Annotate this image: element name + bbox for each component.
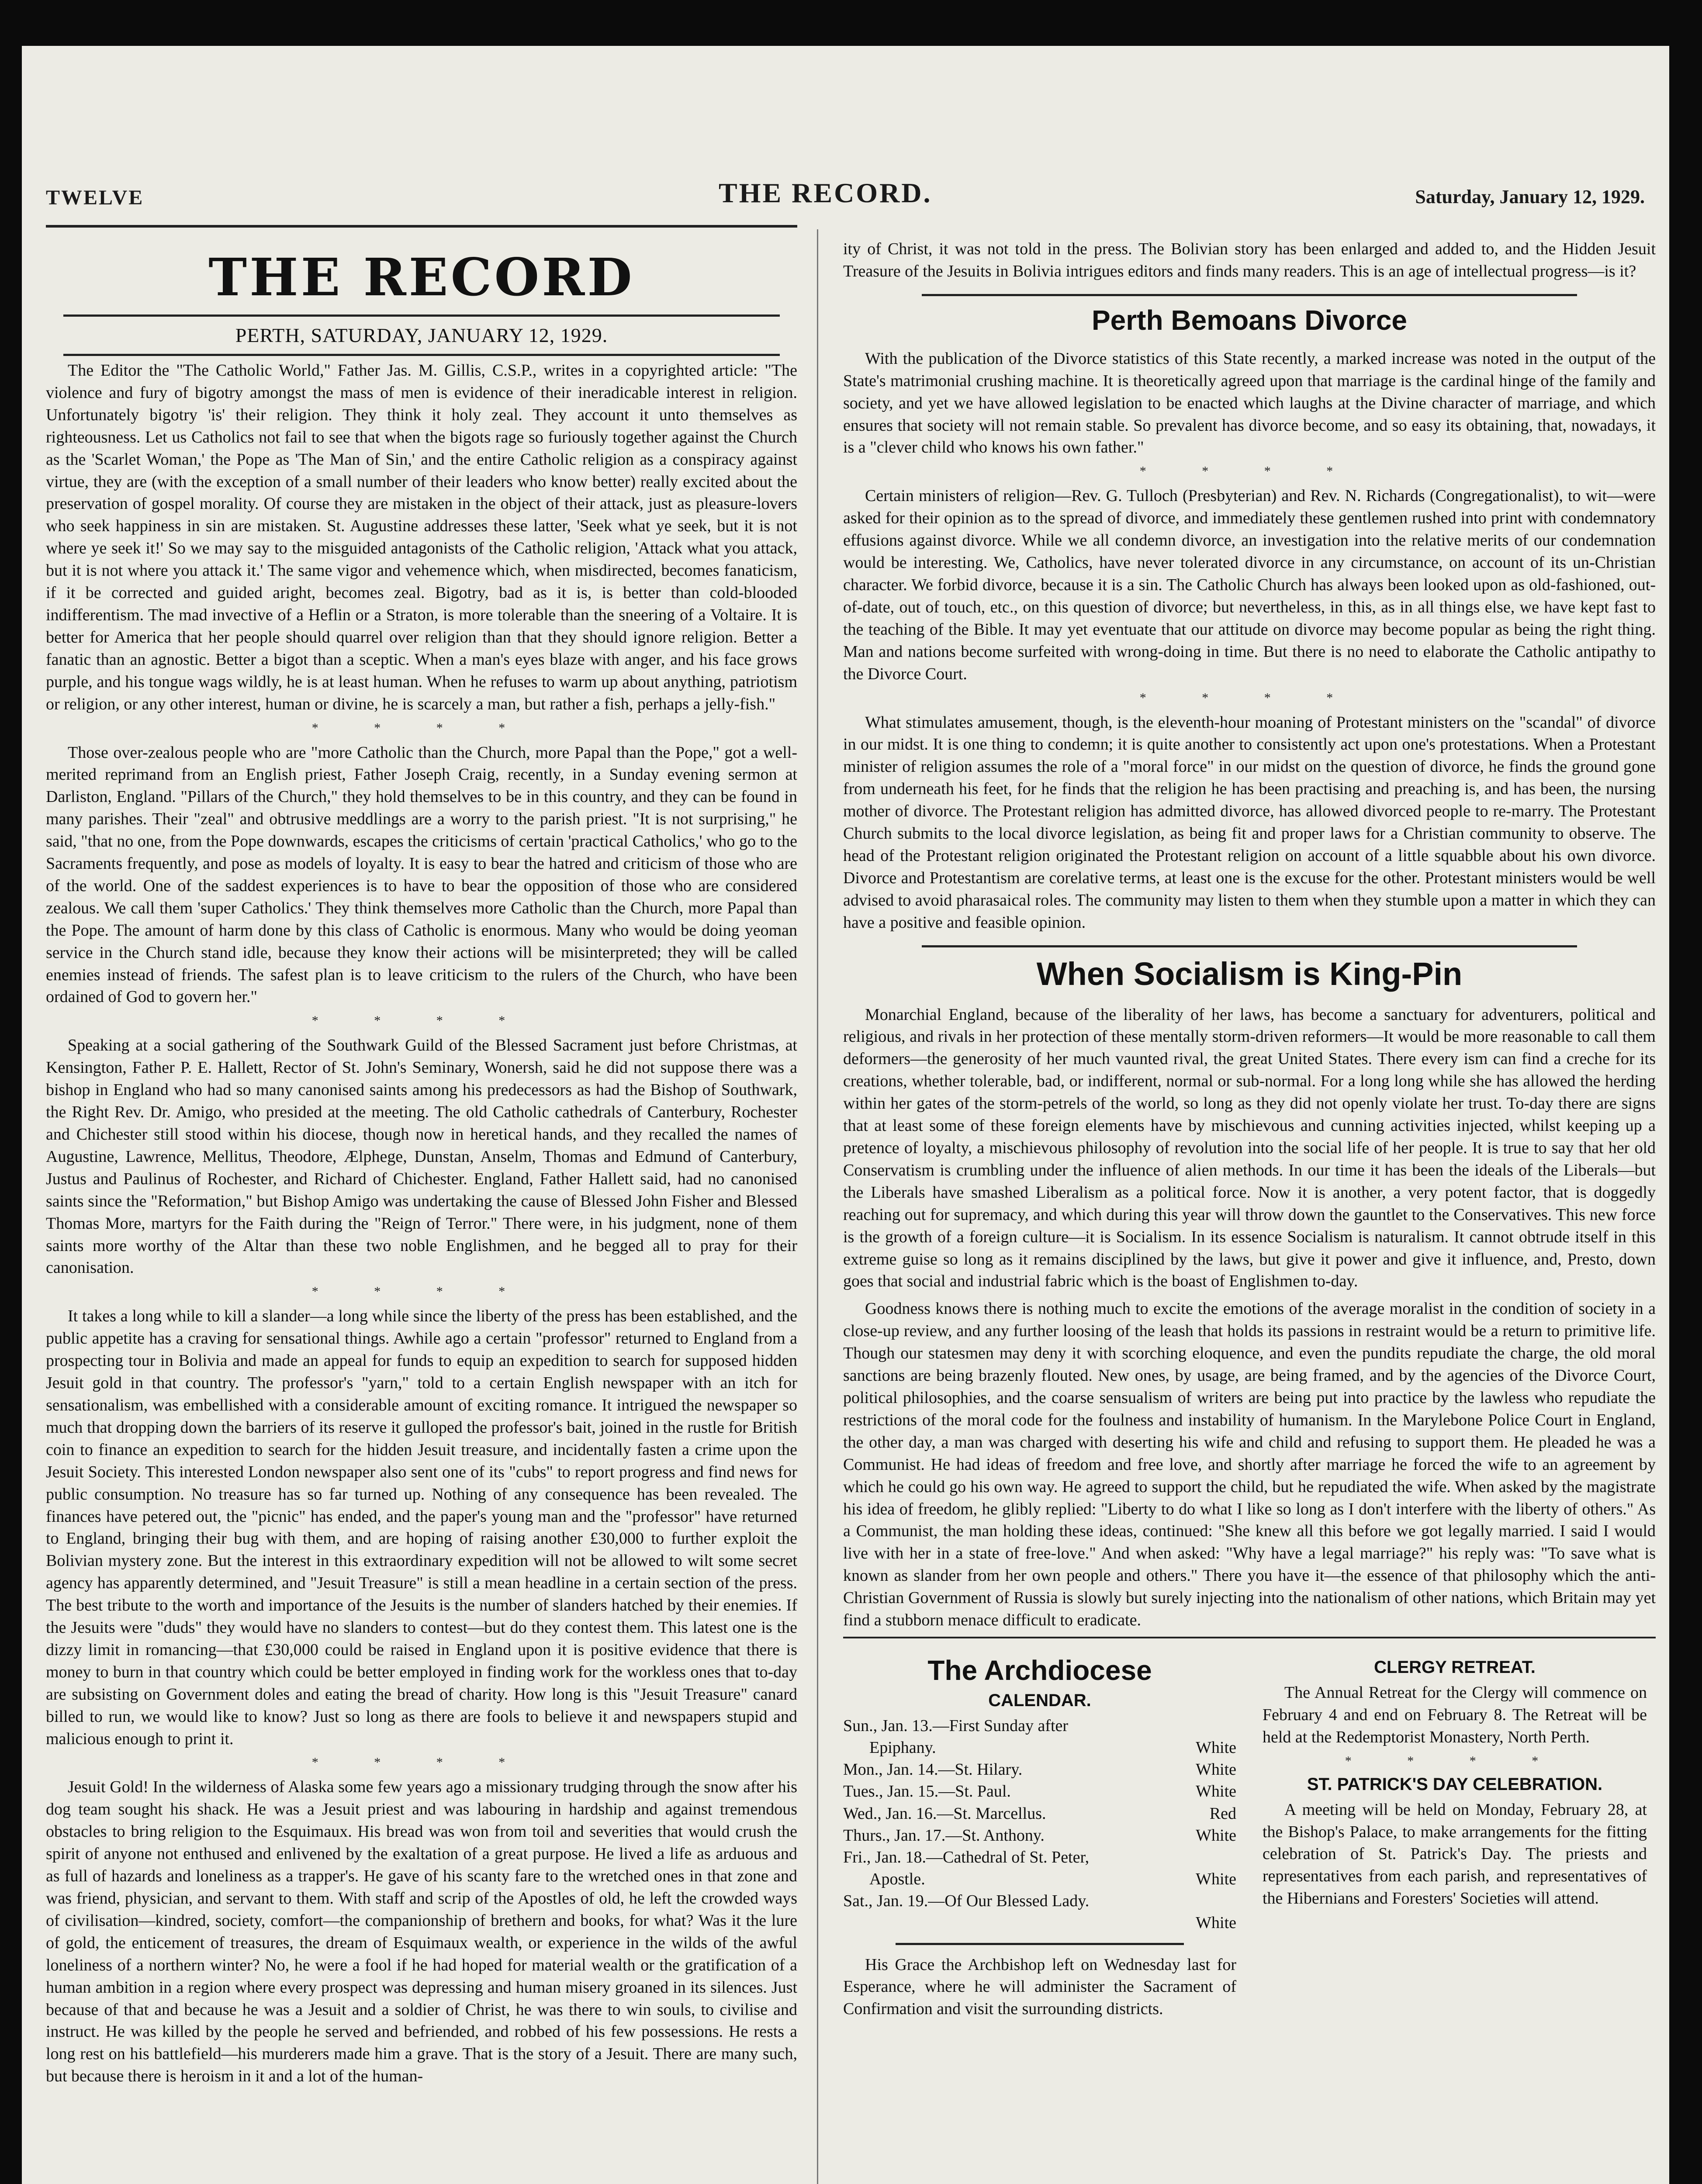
masthead: THE RECORD <box>208 247 635 308</box>
calendar-color: White <box>1196 1738 1236 1757</box>
newspaper-page <box>22 46 1669 2184</box>
calendar-color: White <box>1196 1782 1236 1801</box>
editorial-paragraph: It takes a long while to kill a slander—a long while since the liberty of the press has been established, and the public appetite has a craving for sensational things. Awhile ago a certain "professor" returned to England from a prospecting tour in Bolivia and made an appeal for funds to equip an expedition to search for supposed hidden Jesuit gold in that country. The professor's "yarn," told to a certain English newspaper with an itch for sensationalism, was embellished with a considerable amount of exciting romance. It intrigued the newspaper so much that dropping down the barriers of its reserve it gulloped the professor's bait, joined in the rustle for British coin to finance an expedition to search for the hidden Jesuit treasure, and incidentally fasten a crime upon the Jesuit Society. This interested London newspaper also sent one of its "cubs" to report progress and find news for public consumption. No treasure has so far turned up. Nothing of any consequence has been revealed. The finances have petered out, the "picnic" has ended, and the paper's young man and the "professor" have returned to England, bringing their bug with them, and are hoping of raising another £30,000 to further exploit the Bolivian mystery zone. But the interest in this extraordinary expedition will not be allowed to wilt some secret agency has apparently determined, and "Jesuit Treasure" is still a mean headline in a certain section of the press. The best tribute to the worth and importance of the Jesuits is the number of slanders hatched by their enemies. If the Jesuits were "duds" they would have no slanders to contest—but do they contest them. This latest one is the dizzy limit in romancing—that £30,000 could be raised in England upon it is positive evidence that there is money to burn in that country which could be better employed in finding work for the workless ones that to-day are subsisting on Government doles and eating the bread of charity. How long is this "Jesuit Treasure" canard billed to run, we would like to know? Just so long as there are fools to believe it and newspapers stupid and malicious enough to print it. <box>46 1307 797 1748</box>
calendar-heading: CALENDAR. <box>988 1690 1091 1710</box>
section-stars: * * * * <box>311 1284 532 1299</box>
calendar-color: White <box>1196 1826 1236 1845</box>
socialism-paragraph: Monarchial England, because of the liberality of her laws, has become a sanctuary for adventurers, political and religious, and rivals in her protection of these mentally storm-driven reformers—It would be more reasonable to call them deformers—the generosity of her much vaunted rival, the great United States. There every ism can find a creche for its creations, whether tolerable, bad, or indifferent, normal or sub-normal. For a long long while she has allowed the herding within her gates of the storm-petrels of the world, so long as they did not openly violate her trust. To-day there are signs that at least some of these foreign elements have by mischievous and cunning activities injected, whilst keeping up a pretence of loyalty, a mischievous philosophy of revolution into the social life of her people. It is true to say that her old Conservatism is crumbling under the influence of alien methods. In our time it has been the ideals of the Liberals—but the Liberals have smashed Liberalism as a political force. Now it is another, a very potent factor, that is doggedly reaching out for supremacy, and which during this year will throw down the gauntlet to the Conservatives. This new force is the growth of a foreign culture—it is Socialism. In its essence Socialism is naturalism. It cannot obtrude itself in this extreme guise so long as it remains disciplined by the laws, but give it power and give it influence, and, Presto, down goes that social and industrial fabric which is the boast of Englishmen to-day. <box>843 1005 1656 1291</box>
header-rule <box>46 225 797 228</box>
calendar-row <box>843 1868 1236 1890</box>
issue-date: Saturday, January 12, 1929. <box>1415 186 1645 207</box>
section-stars: * * * * <box>1345 1753 1565 1768</box>
editorial-paragraph: Speaking at a social gathering of the Southwark Guild of the Blessed Sacrament just before Christmas, at Kensington, Father P. E. Hallett, Rector of St. John's Seminary, Wonersh, said he did not suppose there was a bishop in England who had so many canonised saints among his predecessors as had the Bishop of Southwark, the Right Rev. Dr. Amigo, who presided at the meeting. The old Catholic cathedrals of Canterbury, Rochester and Chichester still stood within his diocese, though now in heretical hands, and they recalled the names of Augustine, Lawrence, Mellitus, Theodore, Ælphege, Dunstan, Anselm, Thomas and Edmund of Canterbury, Justus and Paulinus of Rochester, and Richard of Chichester. England, Father Hallett said, had no canonised saints since the "Reformation," but Bishop Amigo was undertaking the cause of Blessed John Fisher and Blessed Thomas More, martyrs for the Faith during the "Reign of Terror." There were, in his judgment, none of them saints more worthy of the Altar than these two noble Englishmen, and he begged all to pray for their canonisation. <box>46 1036 797 1277</box>
section-rule <box>922 945 1577 947</box>
calendar-row <box>843 1715 1236 1737</box>
column-divider <box>817 229 818 2184</box>
editorial-paragraph: Jesuit Gold! In the wilderness of Alaska some few years ago a missionary trudging through the snow after his dog team sought his shack. He was a Jesuit priest and was labouring in hardship and against tremendous obstacles to bring religion to the Esquimaux. His bread was won from toil and severities that would crush the spirit of anyone not enthused and enlivened by the exaltation of a great purpose. He lived a life as arduous and as full of hazards and loneliness as a trapper's. He gave of his scanty fare to the wretched ones in that zone and was friend, physician, and servant to them. With staff and scrip of the Apostles of old, he left the crowded ways of civilisation—kindred, society, comfort—the companionship of brethern and books, for what? Was it the lure of gold, the enticement of treasures, the dream of Esquimaux wealth, or experience in the wilds of the awful loneliness of a northern winter? No, he were a fool if he had hoped for material wealth or the gratification of a human ambition in a region where every prospect was depressing and human misery groaned in its silences. Just because of that and because he was a Jesuit and a soldier of Christ, he was there to win souls, to civilise and instruct. He was killed by the people he served and befriended, and robbed of his few possessions. He rests a long rest on his battlefield—his murderers made him a grave. That is the story of a Jesuit. There are many such, but because there is heroism in it and a lot of the human- <box>46 1778 797 2086</box>
calendar-day: Tues., Jan. 15.—St. Paul. <box>843 1782 1011 1801</box>
calendar-day: Sun., Jan. 13.—First Sunday after <box>843 1716 1069 1735</box>
calendar-color: White <box>1196 1914 1236 1932</box>
continuation-paragraph: ity of Christ, it was not told in the press. The Bolivian story has been enlarged and added to, and the Hidden Jesuit Treasure of the Jesuits in Bolivia intrigues editors and finds many readers. This is an age of intellectual progress—is it? <box>843 240 1656 280</box>
calendar-color: White <box>1196 1760 1236 1779</box>
socialism-heading: When Socialism is King-Pin <box>1036 955 1463 992</box>
retreat-section <box>1263 1654 1647 1915</box>
patrick-heading: ST. PATRICK'S DAY CELEBRATION. <box>1307 1774 1603 1794</box>
calendar-row <box>843 1737 1236 1759</box>
calendar-day: Apostle. <box>869 1870 925 1889</box>
section-stars: * * * * <box>1139 690 1360 705</box>
editorial-paragraph: The Editor the "The Catholic World," Father Jas. M. Gillis, C.S.P., writes in a copyrighted article: "The violence and fury of bigotry amongst the mass of men is evidence of their ineradicable interest in religion. Unfortunately bigotry 'is' their religion. They think it holy zeal. They account it unto themselves as righteousness. Let us Catholics not fail to see that when the bigots rage so furiously together against the Church as the 'Scarlet Woman,' the Pope as 'The Man of Sin,' and the entire Catholic religion as a conspiracy against virtue, they are (with the exception of a small number of their leaders who know better) really excited about the preservation of gospel morality. Of course they are mistaken in the object of their attack, just as pleasure-lovers who seek happiness in sin are mistaken. St. Augustine addresses these latter, 'Seek what ye seek, but it is not where ye seek it!' So we may say to the misguided antagonists of the Catholic religion, 'Attack what you attack, but it is not where you attack it.' The same vigor and vehemence which, when misdirected, becomes fanaticism, if it be corrected and guided aright, becomes zeal. Bigotry, bad as it is, is better than cold-blooded indifferentism. The mad invective of a Heflin or a Straton, is more tolerable than the sneering of a Voltaire. It is better for America that her people should quarrel over religion than that they should ignore religion. Better a fanatic than an agnostic. Better a bigot than a sceptic. When a man's eyes blaze with anger, and his face grows purple, and his tongue wags wildly, he is at least human. When he refuses to warm up about anything, patriotism or religion, or any other interest, human or divine, he is scarcely a man, but rather a fish, perhaps a jelly-fish." <box>46 361 797 713</box>
calendar-day: Epiphany. <box>869 1738 936 1757</box>
socialism-paragraph: Goodness knows there is nothing much to excite the emotions of the average moralist in the condition of society in a close-up review, and any further loosing of the leash that holds its passions in restraint would be a return to primitive life. Though our statesmen may deny it with scorching eloquence, and even the pundits repudiate the charge, the old moral sanctions are being brazenly flouted. New ones, by usage, are being framed, and by the agencies of the Divorce Court, political philosophies, and the coarse sensualism of writers are being put into practice by the lawless who repudiate the restrictions of the moral code for the foulness and instability of humanism. In the Marylebone Police Court in England, the other day, a man was charged with deserting his wife and child and refusing to support them. He pleaded he was a Communist. He had ideas of freedom and free love, and shortly after marriage he forced the wife to an agreement by which he could go his own way. He agreed to support the child, but he repudiated the wife. When asked by the magistrate his idea of freedom, he glibly replied: "Liberty to do what I like so long as I don't interfere with the liberty of others." As a Communist, the man holding these ideas, continued: "She knew all this before we got legally married. I said I would live with her in a state of free-love." And when asked: "Why have a legal marriage?" his reply was: "To save what is known as slander from her own people and others." There you have it—the essence of that philosophy which the anti-Christian Government of Russia is slowly but surely injecting into the nationalism of other nations, which Britain may yet find a stubborn menace difficult to eradicate. <box>843 1299 1656 1630</box>
page-number-label: TWELVE <box>46 186 144 209</box>
calendar-day: Thurs., Jan. 17.—St. Anthony. <box>843 1826 1045 1845</box>
archdiocese-heading: The Archdiocese <box>927 1654 1152 1686</box>
paper-name: THE RECORD. <box>719 177 932 208</box>
editorial-paragraph: Those over-zealous people who are "more Catholic than the Church, more Papal than the Pope," got a well-merited reprimand from an English priest, Father Joseph Craig, recently, in a Sunday evening sermon at Darliston, England. "Pillars of the Church," they hold themselves to be in this country, and they can be found in many parishes. Their "zeal" and obtrusive meddlings are a worry to the parish priest. "It is not surprising," he said, "that no one, from the Pope downwards, escapes the criticisms of certain 'practical Catholics,' who go to the Sacraments frequently, and pose as models of loyalty. It is easy to bear the hatred and criticism of those who are of the world. One of the saddest experiences is to have to bear the opposition of those who are considered zealous. We call them 'super Catholics.' They think themselves more Catholic than the Church, more Papal than the Pope. The amount of harm done by this class of Catholic is enormous. Many who would be doing yeoman service in the Church stand idle, because they know their actions will be misinterpreted; they will be called enemies instead of friends. The safest plan is to leave criticism to the rulers of the Church, who have been ordained of God to govern her." <box>46 743 797 1006</box>
calendar-row <box>843 1912 1236 1934</box>
calendar-day: Wed., Jan. 16.—St. Marcellus. <box>843 1804 1046 1823</box>
retreat-text: The Annual Retreat for the Clergy will commence on February 4 and end on February 8. The Retreat will be held at the Redemptorist Monastery, North Perth. <box>1263 1683 1647 1746</box>
calendar-row <box>843 1890 1236 1912</box>
notices-rule <box>843 1637 1656 1638</box>
archdiocese-section <box>843 1654 1236 2025</box>
calendar-day: Fri., Jan. 18.—Cathedral of St. Peter, <box>843 1848 1090 1866</box>
masthead-rule <box>63 314 780 317</box>
right-column <box>843 238 1656 2184</box>
calendar-day: Mon., Jan. 14.—St. Hilary. <box>843 1760 1023 1779</box>
archbishop-note: His Grace the Archbishop left on Wednesday last for Esperance, where he will administer the Sacrament of Confirmation and visit the surrounding districts. <box>843 1955 1236 2018</box>
calendar-row <box>843 1825 1236 1846</box>
divorce-paragraph: With the publication of the Divorce statistics of this State recently, a marked increase was noted in the output of the State's matrimonial crushing machine. It is theoretically agreed upon that marriage is the cardinal hinge of the family and society, and yet we have allowed legislation to be enacted which laughs at the Divine character of marriage, and which ensures that society will not remain stable. So prevalent has divorce become, and so easy its obtaining, that, nowadays, it is a "clever child who knows his own father." <box>843 349 1656 457</box>
calendar-row <box>843 1759 1236 1780</box>
calendar-color: White <box>1196 1870 1236 1889</box>
calendar-day: Sat., Jan. 19.—Of Our Blessed Lady. <box>843 1892 1090 1911</box>
calendar-row <box>843 1780 1236 1802</box>
section-rule <box>922 294 1577 296</box>
divorce-paragraph: What stimulates amusement, though, is the eleventh-hour moaning of Protestant ministers on the "scandal" of divorce in our midst. It is one thing to condemn; it is quite another to consistently act upon one's protestations. When a Protestant minister of religion assumes the role of a "moral force" in our midst on the question of divorce, he finds the ground gone from underneath his feet, for he finds that the religion he has been practising and preaching is, and has been, the nursing mother of divorce. The Protestant religion has admitted divorce, has allowed divorced people to re-marry. The Protestant Church submits to the local divorce legislation, as being fit and proper laws for a Christian community to observe. The head of the Protestant religion originated the Protestant religion on account of a little squabble about his own divorce. Divorce and Protestantism are corelative terms, at least one is the excuse for the other. Protestant ministers would be well advised to avoid pharasaical roles. The community may listen to them when they stumble upon a matter in which they can have a positive and feasible opinion. <box>843 713 1656 932</box>
retreat-heading: CLERGY RETREAT. <box>1374 1657 1536 1677</box>
notices-block <box>843 1637 1656 2184</box>
dateline: PERTH, SATURDAY, JANUARY 12, 1929. <box>235 324 608 346</box>
section-stars: * * * * <box>1139 464 1360 479</box>
section-stars: * * * * <box>311 1755 532 1770</box>
calendar-rule <box>896 1943 1184 1945</box>
patrick-text: A meeting will be held on Monday, February 28, at the Bishop's Palace, to make arrangements for the fitting celebration of St. Patrick's Day. The priests and representatives from each parish, and representatives of the Hibernians and Foresters' Societies will attend. <box>1263 1800 1647 1908</box>
calendar-row <box>843 1846 1236 1868</box>
section-stars: * * * * <box>311 720 532 735</box>
calendar-color: Red <box>1209 1804 1236 1823</box>
left-column <box>46 238 797 2184</box>
section-stars: * * * * <box>311 1013 532 1028</box>
calendar-list <box>843 1715 1236 1934</box>
dateline-rule <box>63 354 780 356</box>
running-head <box>46 177 1645 221</box>
divorce-heading: Perth Bemoans Divorce <box>1091 304 1408 336</box>
calendar-row <box>843 1803 1236 1825</box>
divorce-paragraph: Certain ministers of religion—Rev. G. Tulloch (Presbyterian) and Rev. N. Richards (Congregationalist), to wit—were asked for their opinion as to the spread of divorce, and immediately these gentlemen rushed into print with condemnatory effusions against divorce. While we all condemn divorce, an investigation into the relative merits of our condemnation would be interesting. We, Catholics, have never tolerated divorce in any circumstance, on account of its un-Christian character. We forbid divorce, because it is a sin. The Catholic Church has always been looked upon as old-fashioned, out-of-date, out of touch, etc., on this question of divorce; but nevertheless, in this, as in all things else, we have kept fast to the teaching of the Bible. It may yet eventuate that our attitude on divorce may become popular as being the right thing. Man and nations become surfeited with wrong-doing in time. But there is no need to elaborate the Catholic antipathy to the Divorce Court. <box>843 487 1656 683</box>
